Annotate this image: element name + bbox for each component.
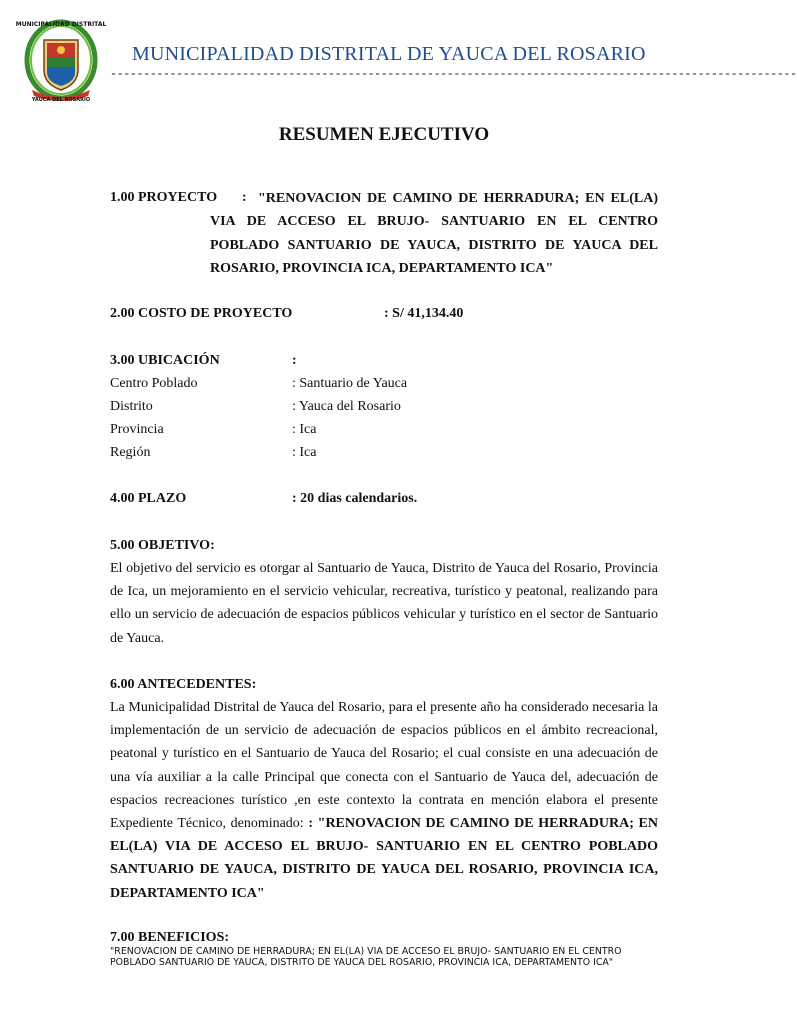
location-row-value: : Ica (292, 445, 317, 460)
background-body: La Municipalidad Distrital de Yauca del Rosario, para el presente año ha considerado necesaria la implementación de un servicio de adecuación de espacios públicos en el ámbito recreacional, peatonal y turístico en el Santuario de Yauca del Rosario; el cual consiste en una adecuación de una vía auxiliar a la calle Principal que conecta con el Santuario de Yauca del, adecuación de espacios recreaciones turístico ,en este contexto la contrata en mención elabora el presente Expediente Técnico, denominado: (110, 700, 658, 832)
term-label: 4.00 PLAZO (110, 491, 187, 506)
location-row-value: : Yauca del Rosario (292, 399, 401, 414)
cost-value: : S/ 41,134.40 (384, 306, 464, 321)
cost-label: 2.00 COSTO DE PROYECTO (110, 306, 293, 321)
project-name: "RENOVACION DE CAMINO DE HERRADURA; EN EL(LA) VIA DE ACCESO EL BRUJO- SANTUARIO EN EL CENTRO POBLADO SANTUARIO DE YAUCA, DISTRITO DE YAUCA DEL ROSARIO, PROVINCIA ICA, DEPARTAMENTO ICA" (210, 191, 658, 277)
term-value: : 20 dias calendarios. (292, 491, 418, 506)
project-label: 1.00 PROYECTO (110, 190, 218, 205)
location-label: 3.00 UBICACIÓN (110, 353, 220, 368)
objective-text: El objetivo del servicio es otorgar al Santuario de Yauca, Distrito de Yauca del Rosario, Provincia de Ica, un mejoramiento en el servicio vehicular, recreativa, turístico y peatonal, realizando para ello un servicio de adecuación de espacios públicos vehicular y turístico en el sector de Santuario de Yauca. (110, 561, 658, 646)
logo-top-text: MUNICIPALIDAD DISTRITAL (15, 21, 107, 28)
benefits-text: "RENOVACION DE CAMINO DE HERRADURA; EN EL(LA) VIA DE ACCESO EL BRUJO- SANTUARIO EN EL CENTRO POBLADO SANTUARIO DE YAUCA, DISTRITO DE YAUCA DEL ROSARIO, PROVINCIA ICA, DEPARTAMENTO ICA" (110, 946, 622, 969)
project-colon: : (242, 190, 247, 205)
location-row-value: : Ica (292, 422, 317, 437)
location-row-label: Provincia (110, 422, 164, 437)
municipality-header-title: MUNICIPALIDAD DISTRITAL DE YAUCA DEL ROSARIO (132, 43, 646, 65)
location-row-label: Centro Poblado (110, 376, 198, 391)
location-row-label: Región (110, 445, 151, 460)
benefits-label: 7.00 BENEFICIOS: (110, 930, 230, 945)
location-colon: : (292, 353, 297, 368)
objective-label: 5.00 OBJETIVO: (110, 538, 215, 553)
header-dashed-rule: -------------------------------------------------------------------------------------------------------- (110, 67, 797, 81)
background-label: 6.00 ANTECEDENTES: (110, 677, 257, 692)
location-row-label: Distrito (110, 399, 153, 414)
document-title: RESUMEN EJECUTIVO (278, 124, 490, 145)
background-text (110, 696, 658, 905)
logo-bottom-text: YAUCA DEL ROSARIO (31, 97, 91, 103)
location-row-value: : Santuario de Yauca (292, 376, 408, 391)
background-project-name: : "RENOVACION DE CAMINO DE HERRADURA; EN EL(LA) VIA DE ACCESO EL BRUJO- SANTUARIO EN EL CENTRO POBLADO SANTUARIO DE YAUCA, DISTRITO DE YAUCA DEL ROSARIO, PROVINCIA ICA, DEPARTAMENTO ICA" (110, 816, 659, 901)
municipality-seal-logo (15, 14, 107, 103)
